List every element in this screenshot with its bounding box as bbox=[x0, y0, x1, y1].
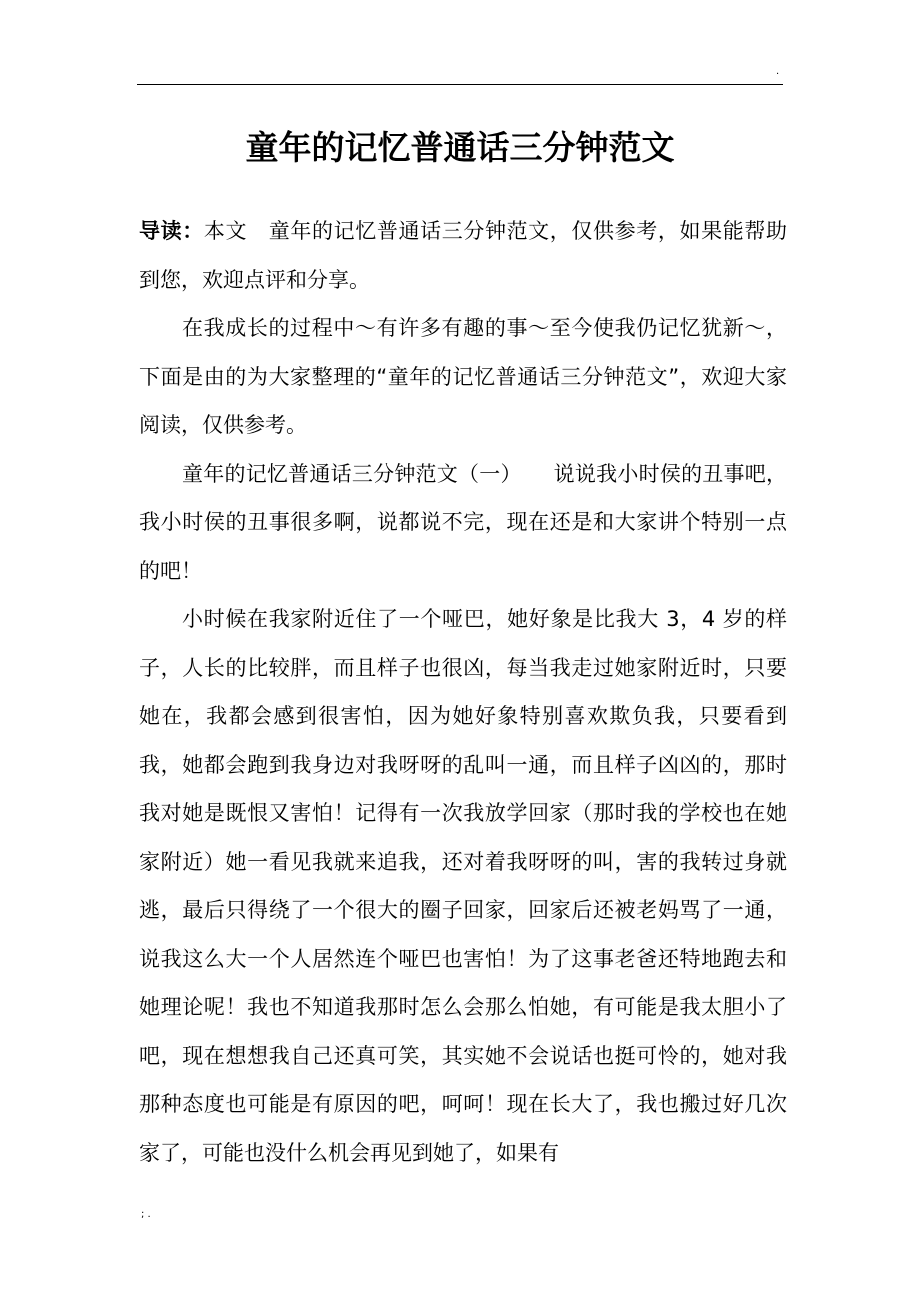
header-rule bbox=[137, 84, 783, 85]
page-title: 童年的记忆普通话三分钟范文 bbox=[245, 128, 675, 167]
document-body bbox=[139, 207, 787, 1177]
footer-mark: ; . bbox=[141, 1209, 151, 1220]
lead-label: 导读： bbox=[139, 219, 204, 243]
body-paragraph-2: 童年的记忆普通话三分钟范文（一） 说说我小时侯的丑事吧，我小时侯的丑事很多啊，说都说不完，现在还是和大家讲个特别一点的吧！ bbox=[139, 461, 787, 583]
header-mark: . bbox=[776, 66, 780, 77]
body-paragraph-1: 在我成长的过程中～有许多有趣的事～至今使我仍记忆犹新～，下面是由的为大家整理的“童年的记忆普通话三分钟范文”，欢迎大家阅读，仅供参考。 bbox=[139, 316, 787, 437]
lead-text: 本文 童年的记忆普通话三分钟范文，仅供参考，如果能帮助到您，欢迎点评和分享。 bbox=[139, 219, 788, 292]
lead-paragraph bbox=[139, 207, 787, 304]
body-paragraph-3: 小时候在我家附近住了一个哑巴，她好象是比我大 3，4 岁的样子，人长的比较胖，而且样子也很凶，每当我走过她家附近时，只要她在，我都会感到很害怕，因为她好象特别喜欢欺负我，只要看到我，她都会跑到我身边对我呀呀的乱叫一通，而且样子凶凶的，那时我对她是既恨又害怕！记得有一次我放学回家（那时我的学校也在她家附近）她一看见我就来追我，还对着我呀呀的叫，害的我转过身就逃，最后只得绕了一个很大的圈子回家，回家后还被老妈骂了一通，说我这么大一个人居然连个哑巴也害怕！为了这事老爸还特地跑去和她理论呢！我也不知道我那时怎么会那么怕她，有可能是我太胆小了吧，现在想想我自己还真可笑，其实她不会说话也挺可怜的，她对我那种态度也可能是有原因的吧，呵呵！现在长大了，我也搬过好几次家了，可能也没什么机会再见到她了，如果有 bbox=[139, 607, 787, 1165]
